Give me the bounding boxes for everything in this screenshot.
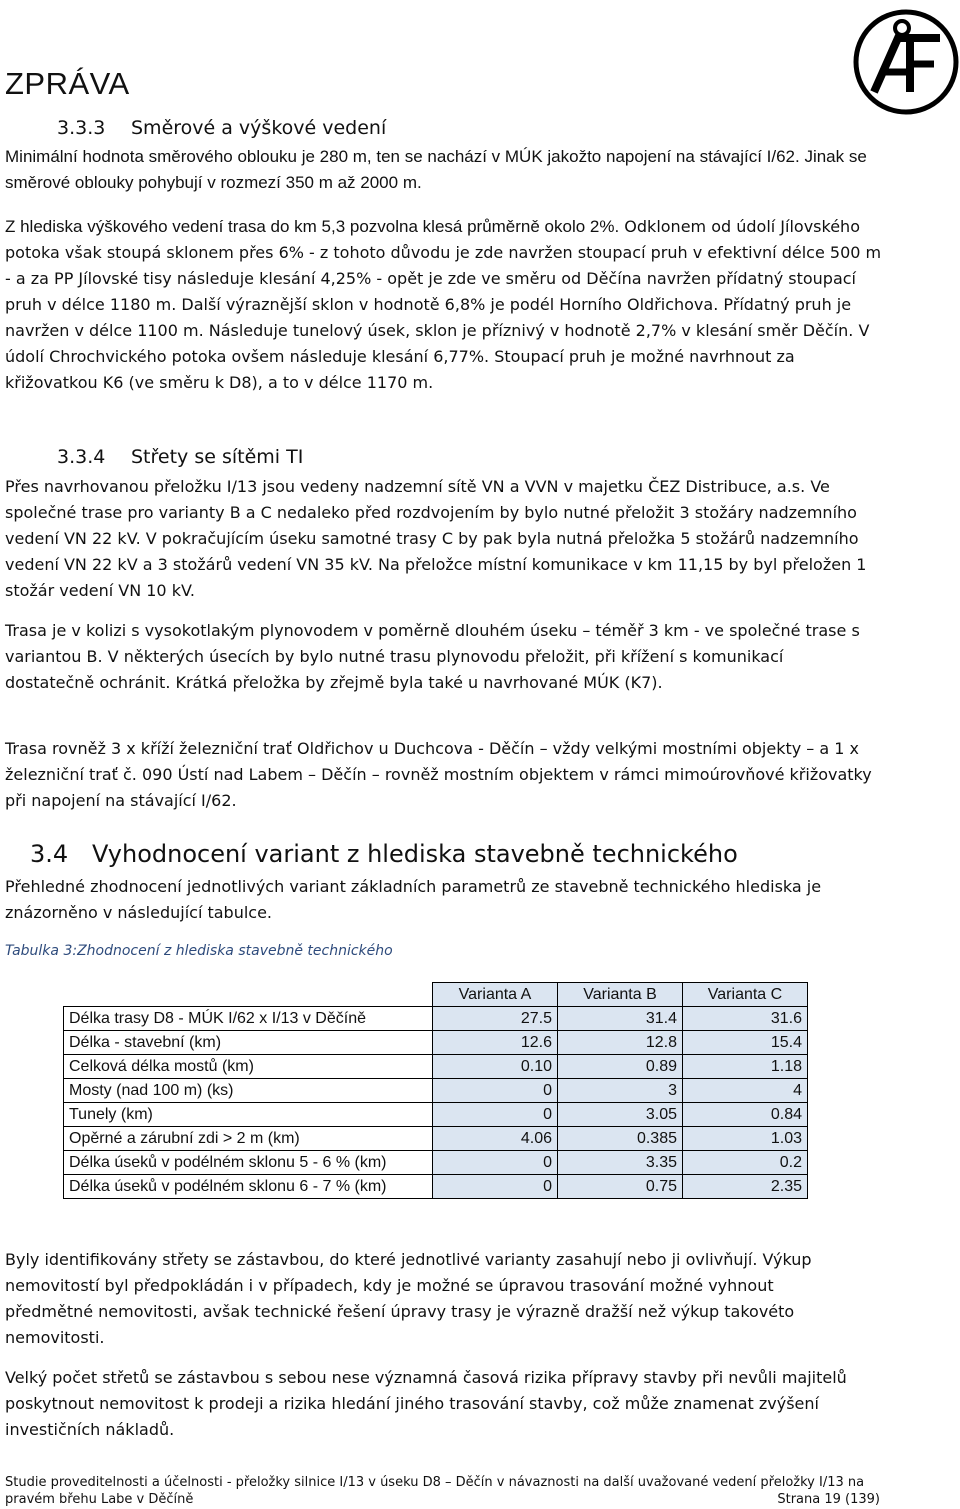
value-variant-c: 15.4 <box>683 1031 808 1055</box>
paragraph-railway-crossings: Trasa rovněž 3 x kříží železniční trať Oldřichov u Duchcova - Děčín – vždy velkými mostními objekty – a 1 x železniční trať č. 090 Ústí nad Labem – Děčín – rovněž mostním objektem v rámci mimoúrovňové křižovatky při napojení na stávající I/62. <box>5 739 872 810</box>
section-number: 3.3.4 <box>57 446 106 468</box>
comparison-table <box>63 982 808 1199</box>
row-label: Délka úseků v podélném sklonu 6 - 7 % (km) <box>64 1175 433 1199</box>
paragraph-vertical-alignment <box>5 214 885 396</box>
table-row <box>64 1079 808 1103</box>
section-number: 3.4 <box>30 840 69 868</box>
table-row <box>64 1175 808 1199</box>
document-title: ZPRÁVA <box>5 66 130 101</box>
paragraph-table-intro: Přehledné zhodnocení jednotlivých variant základních parametrů ze stavebně technického hlediska je znázorněno v následující tabulce. <box>5 877 822 922</box>
value-variant-b: 3.35 <box>558 1151 683 1175</box>
paragraph-vertical-alignment-body: Odklonem od údolí Jílovského potoka však stoupá sklonem přes 6% - z tohoto důvodu je zde navržen stoupací pruh v efektivní délce 500 m - a za PP Jílovské tisy následuje klesání 4,25% - opět je zde ve směru od Děčína navržen přídatný stoupací pruh v délce 1180 m. Další výraznější sklon v hodnotě 6,8% je podél Horního Oldřichova. Přídatný pruh je navržen v délce 1100 m. Následuje tunelový úsek, sklon je příznivý v hodnotě 2,7% v klesání směr Děčín. V údolí Chrochvického potoka ovšem následuje klesání 6,77%. Stoupací pruh je možné navrhnout za křižovatkou K6 (ve směru k D8), a to v délce 1170 m. <box>5 217 882 392</box>
section-heading-3-3-3 <box>57 117 386 139</box>
section-number: 3.3.3 <box>57 117 106 139</box>
table-row <box>64 1055 808 1079</box>
value-variant-a: 0 <box>433 1151 558 1175</box>
row-label: Opěrné a zárubní zdi > 2 m (km) <box>64 1127 433 1151</box>
table-row <box>64 1007 808 1031</box>
row-label: Délka trasy D8 - MÚK I/62 x I/13 v Děčíně <box>64 1007 433 1031</box>
row-label: Celková délka mostů (km) <box>64 1055 433 1079</box>
row-label: Délka - stavební (km) <box>64 1031 433 1055</box>
value-variant-c: 4 <box>683 1079 808 1103</box>
table-header-variant-b: Varianta B <box>558 983 683 1007</box>
table-row <box>64 1103 808 1127</box>
footer-text: Studie proveditelnosti a účelnosti - přeložky silnice I/13 v úseku D8 – Děčín v návaznosti na další uvažované vedení přeložky I/13 na pravém břehu Labe v Děčíně <box>5 1475 865 1507</box>
row-label: Mosty (nad 100 m) (ks) <box>64 1079 433 1103</box>
value-variant-c: 31.6 <box>683 1007 808 1031</box>
value-variant-a: 27.5 <box>433 1007 558 1031</box>
section-heading-3-4 <box>30 840 738 868</box>
value-variant-c: 1.03 <box>683 1127 808 1151</box>
section-heading-3-3-4 <box>57 446 303 468</box>
row-label: Tunely (km) <box>64 1103 433 1127</box>
af-logo <box>852 8 960 116</box>
section-title: Vyhodnocení variant z hlediska stavebně technického <box>92 840 738 868</box>
value-variant-b: 31.4 <box>558 1007 683 1031</box>
page-footer <box>5 1474 885 1508</box>
section-title: Střety se sítěmi TI <box>131 446 304 468</box>
value-variant-c: 0.84 <box>683 1103 808 1127</box>
value-variant-b: 12.8 <box>558 1031 683 1055</box>
value-variant-a: 0.10 <box>433 1055 558 1079</box>
table-header-variant-a: Varianta A <box>433 983 558 1007</box>
value-variant-b: 3 <box>558 1079 683 1103</box>
paragraph-property-conflicts: Byly identifikovány střety se zástavbou, do které jednotlivé varianty zasahují nebo ji ovlivňují. Výkup nemovitostí byl předpokládán i v případech, kdy je možné se úpravou trasování možné vyhnout předmětné nemovitosti, avšak technické řešení úpravy trasy je výrazně dražší než výkup takovéto nemovitosti. <box>5 1250 812 1347</box>
value-variant-a: 0 <box>433 1079 558 1103</box>
value-variant-c: 2.35 <box>683 1175 808 1199</box>
paragraph-vertical-alignment-intro: Z hlediska výškového vedení trasa do km 5,3 pozvolna klesá průměrně okolo 2%. <box>5 217 620 236</box>
section-title: Směrové a výškové vedení <box>131 117 387 139</box>
af-logo-icon <box>852 8 960 116</box>
value-variant-c: 1.18 <box>683 1055 808 1079</box>
value-variant-b: 0.89 <box>558 1055 683 1079</box>
paragraph-power-lines: Přes navrhovanou přeložku I/13 jsou vedeny nadzemní sítě VN a VVN v majetku ČEZ Distribuce, a.s. Ve společné trase pro varianty B a C nedaleko před rozdvojením by bylo nutné přeložit 3 stožáry nadzemního vedení VN 22 kV. V pokračujícím úseku samotné trasy C by pak byla nutná přeložka 5 stožárů nadzemního vedení VN 22 kV a 3 stožárů vedení VN 35 kV. Na přeložce místní komunikace v km 11,15 by byl přeložen 1 stožár vedení VN 10 kV. <box>5 477 867 600</box>
value-variant-c: 0.2 <box>683 1151 808 1175</box>
value-variant-a: 0 <box>433 1103 558 1127</box>
table-row <box>64 1127 808 1151</box>
value-variant-b: 3.05 <box>558 1103 683 1127</box>
table-row <box>64 1031 808 1055</box>
paragraph-time-risks: Velký počet střetů se zástavbou s sebou nese významná časová rizika přípravy stavby při nevůli majitelů poskytnout nemovitost k prodeji a rizika hledání jiného trasování stavby, což může znamenat zvýšení investičních nákladů. <box>5 1368 847 1439</box>
row-label: Délka úseků v podélném sklonu 5 - 6 % (km) <box>64 1151 433 1175</box>
value-variant-b: 0.75 <box>558 1175 683 1199</box>
page-number: Strana 19 (139) <box>777 1492 880 1507</box>
value-variant-a: 12.6 <box>433 1031 558 1055</box>
table-header-empty <box>64 983 433 1007</box>
table-header-variant-c: Varianta C <box>683 983 808 1007</box>
paragraph-gas-pipeline: Trasa je v kolizi s vysokotlakým plynovodem v poměrně dlouhém úseku – téměř 3 km - ve společné trase s variantou B. V některých úsecích by bylo nutné trasu plynovodu přeložit, při křížení s komunikací dostatečně ochránit. Krátká přeložka by zřejmě byla také u navrhované MÚK (K7). <box>5 621 860 692</box>
table-header-row <box>64 983 808 1007</box>
value-variant-b: 0.385 <box>558 1127 683 1151</box>
paragraph-curve-minimum: Minimální hodnota směrového oblouku je 280 m, ten se nachází v MÚK jakožto napojení na stávající I/62. Jinak se směrové oblouky pohybují v rozmezí 350 m až 2000 m. <box>5 147 867 192</box>
table-caption: Tabulka 3:Zhodnocení z hlediska stavebně technického <box>5 943 393 959</box>
table-row <box>64 1151 808 1175</box>
value-variant-a: 4.06 <box>433 1127 558 1151</box>
value-variant-a: 0 <box>433 1175 558 1199</box>
